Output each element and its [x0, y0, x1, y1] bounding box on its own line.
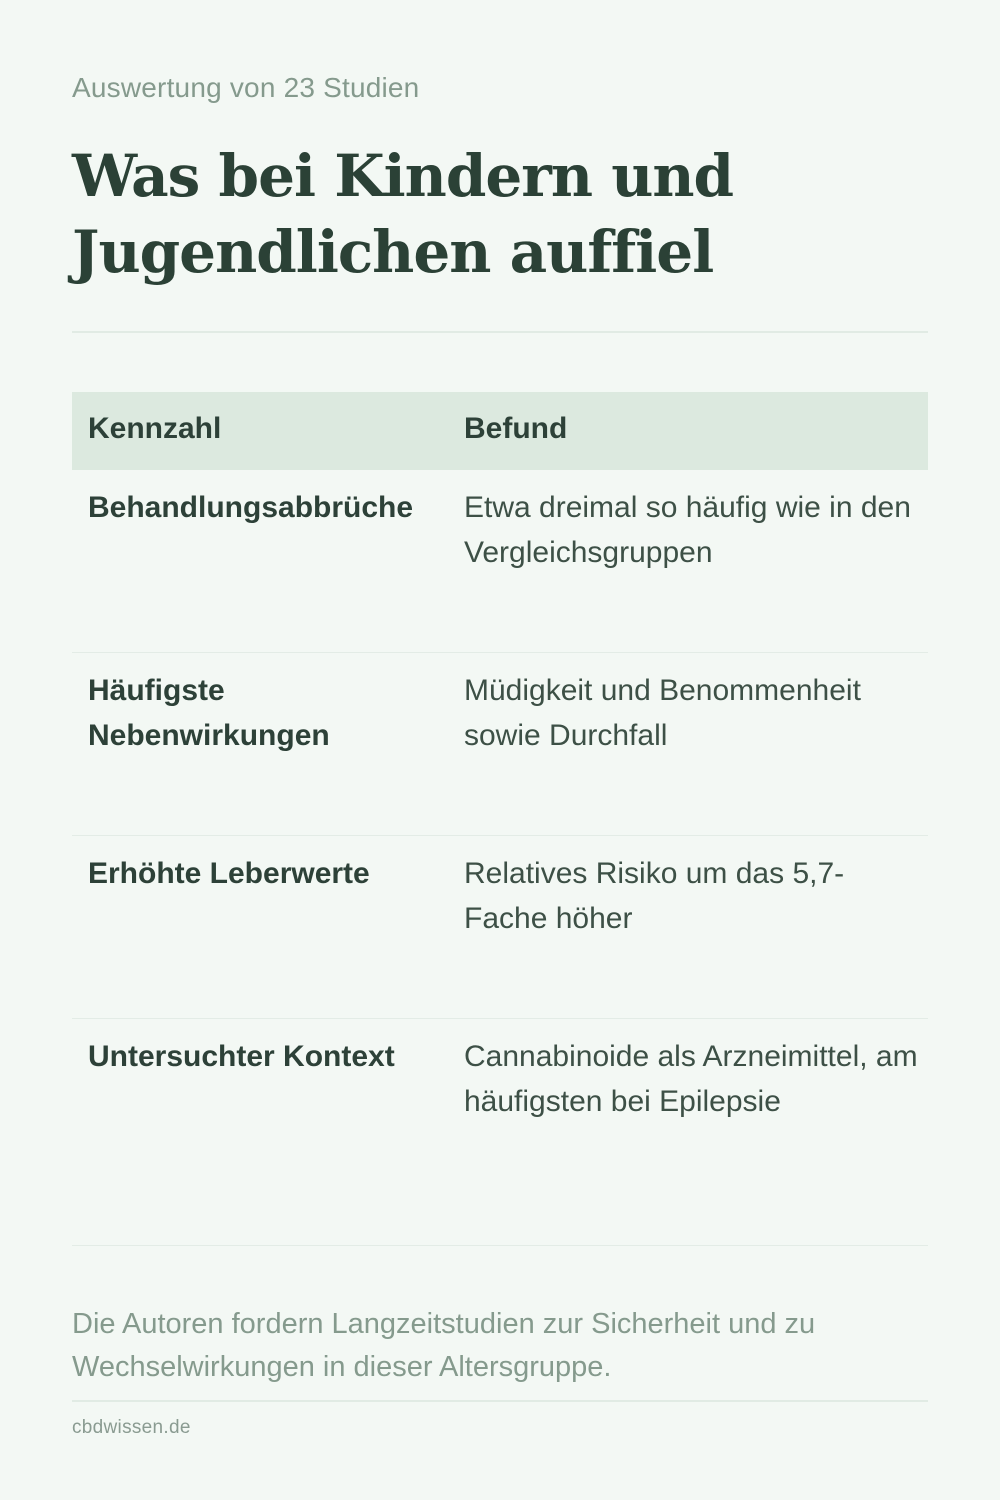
table-row — [72, 653, 928, 836]
row-value: Etwa dreimal so häufig wie in den Vergleichsgruppen — [464, 491, 911, 569]
row-key: Untersuchter Kontext — [88, 1040, 395, 1073]
source-label: cbdwissen.de — [72, 1417, 191, 1438]
row-value: Müdigkeit und Benommenheit sowie Durchfall — [464, 674, 861, 752]
footnote: Die Autoren fordern Langzeitstudien zur Sicherheit und zu Wechselwirkungen in dieser Altersgruppe. — [72, 1308, 816, 1383]
page-title — [72, 138, 928, 290]
table-row — [72, 470, 928, 653]
row-key: Erhöhte Leberwerte — [88, 857, 370, 890]
title-line-2: Jugendlichen auffiel — [72, 218, 714, 286]
table-header — [72, 392, 928, 470]
title-line-1: Was bei Kindern und — [72, 142, 734, 210]
row-value: Relatives Risiko um das 5,7-Fache höher — [464, 857, 845, 935]
row-value: Cannabinoide als Arzneimittel, am häufigsten bei Epilepsie — [464, 1040, 918, 1118]
header-kennzahl: Kennzahl — [88, 412, 222, 445]
divider-bottom — [72, 1400, 928, 1402]
table-row — [72, 1019, 928, 1246]
table-row — [72, 836, 928, 1019]
header-befund: Befund — [464, 412, 568, 445]
findings-table — [72, 392, 928, 1246]
row-key: Häufigste Nebenwirkungen — [88, 674, 330, 752]
kicker: Auswertung von 23 Studien — [72, 72, 420, 103]
row-key: Behandlungsabbrüche — [88, 491, 414, 524]
divider-top — [72, 331, 928, 333]
